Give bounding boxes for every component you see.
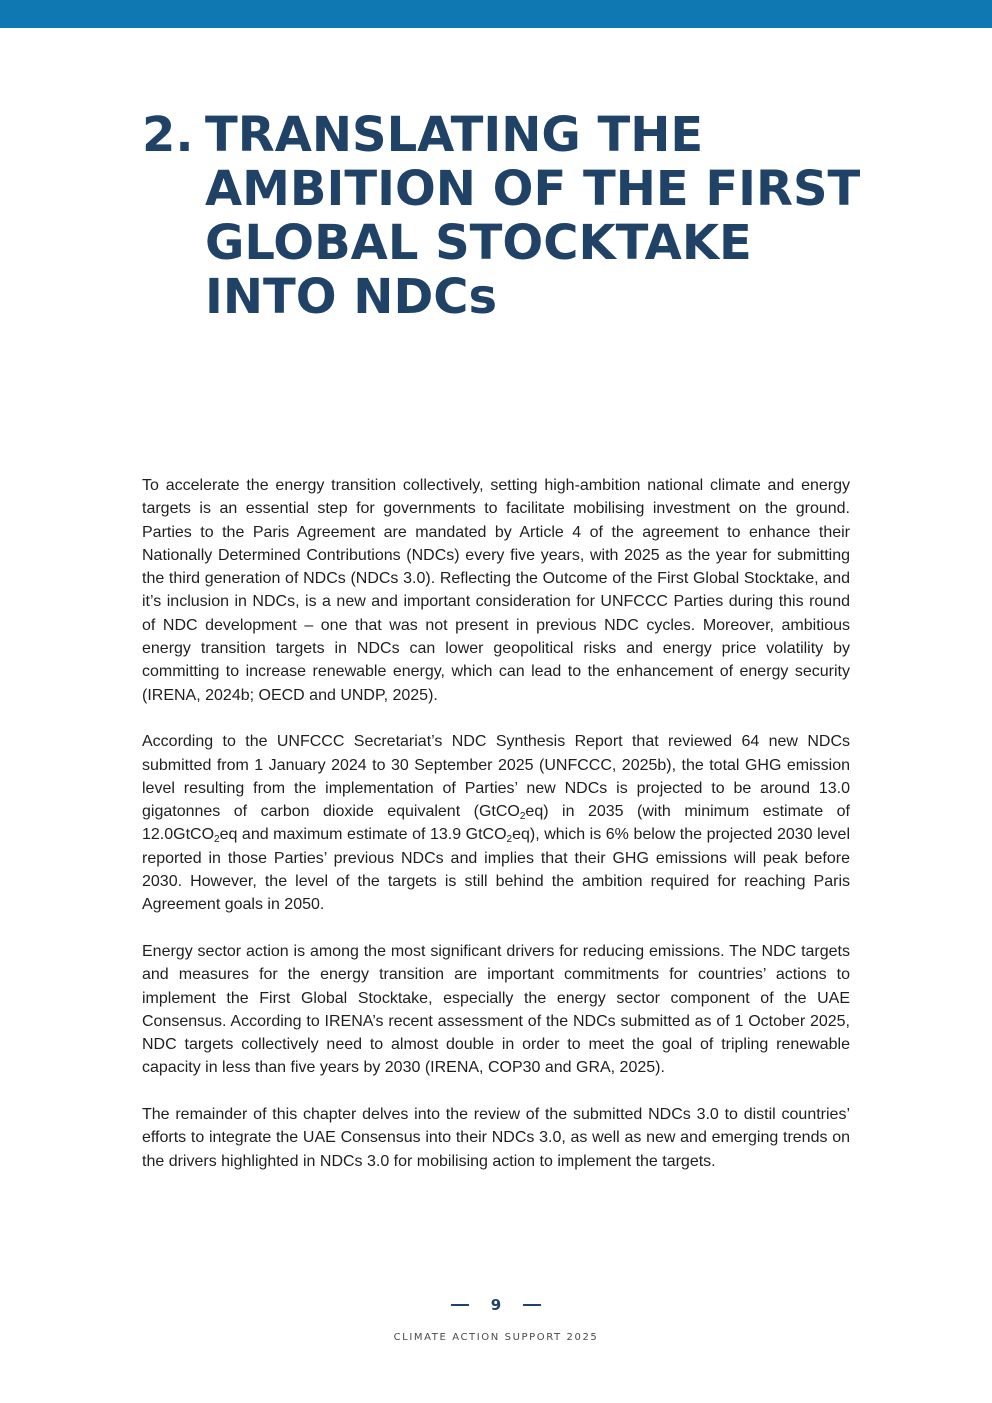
- footer-label: CLIMATE ACTION SUPPORT 2025: [393, 1332, 599, 1343]
- body-paragraph: [142, 474, 850, 707]
- text-run: The remainder of this chapter delves into the review of the submitted NDCs 3.0 to distil countries’ efforts to integrate the UAE Consensus into their NDCs 3.0, as well as new and emerging trends on the drivers highlighted in NDCs 3.0 for mobilising action to implement the targets.: [142, 1106, 850, 1170]
- chapter-number: 2.: [142, 107, 194, 163]
- body-text: [142, 474, 850, 1173]
- paragraph-text: [142, 733, 850, 913]
- page-number-row: [0, 1292, 992, 1318]
- text-run: eq), which is 6% below the projected 2030 level reported in those Parties’ previous NDCs and implies that their GHG emissions will peak before 2030. However, the level of the targets is still behind the ambition required for reaching Paris Agreement goals in 2050.: [142, 826, 850, 914]
- page-footer: [0, 1292, 992, 1343]
- top-color-bar: [0, 0, 992, 28]
- text-run: eq and maximum estimate of 13.9 GtCO: [219, 826, 507, 844]
- text-run: eq) in 2035 (with minimum estimate of 12.0GtCO: [142, 803, 850, 844]
- left-dash: [451, 1304, 469, 1306]
- text-run: According to the UNFCCC Secretariat’s NDC Synthesis Report that reviewed 64 new NDCs submitted from 1 January 2024 to 30 September 2025 (UNFCCC, 2025b), the total GHG emission level resulting from the implementation of Parties’ new NDCs is projected to be around 13.0 gigatonnes of carbon dioxide equivalent (GtCO: [142, 733, 850, 821]
- subscript: 2: [214, 834, 220, 846]
- paragraph-text: [142, 943, 850, 1076]
- page-number: 9: [490, 1296, 502, 1314]
- paragraph-text: [142, 477, 850, 704]
- chapter-title: TRANSLATING THE AMBITION OF THE FIRST GLOBAL STOCKTAKE INTO NDCs: [205, 107, 861, 325]
- body-paragraph: [142, 730, 850, 916]
- body-paragraph: [142, 1103, 850, 1173]
- text-run: Energy sector action is among the most significant drivers for reducing emissions. The NDC targets and measures for the energy transition are important commitments for countries’ actions to implement the First Global Stocktake, especially the energy sector component of the UAE Consensus. According to IRENA’s recent assessment of the NDCs submitted as of 1 October 2025, NDC targets collectively need to almost double in order to meet the goal of tripling renewable capacity in less than five years by 2030 (IRENA, COP30 and GRA, 2025).: [142, 942, 850, 1077]
- text-run: To accelerate the energy transition collectively, setting high-ambition national climate and energy targets is an essential step for governments to facilitate mobilising investment on the ground. Parties to the Paris Agreement are mandated by Article 4 of the agreement to enhance their Nationally Determined Contributions (NDCs) every five years, with 2025 as the year for submitting the third generation of NDCs (NDCs 3.0). Reflecting the Outcome of the First Global Stocktake, and it’s inclusion in NDCs, is a new and important consideration for UNFCCC Parties during this round of NDC development – one that was not present in previous NDC cycles. Moreover, ambitious energy transition targets in NDCs can lower geopolitical risks and energy price volatility by committing to increase renewable energy, which can lead to the enhancement of energy security (IRENA, 2024b; OECD and UNDP, 2025).: [142, 477, 850, 704]
- subscript: 2: [506, 834, 513, 846]
- body-paragraph: [142, 940, 850, 1080]
- paragraph-text: [142, 1106, 850, 1170]
- chapter-heading: [142, 108, 862, 324]
- right-dash: [523, 1304, 541, 1306]
- subscript: 2: [519, 811, 526, 823]
